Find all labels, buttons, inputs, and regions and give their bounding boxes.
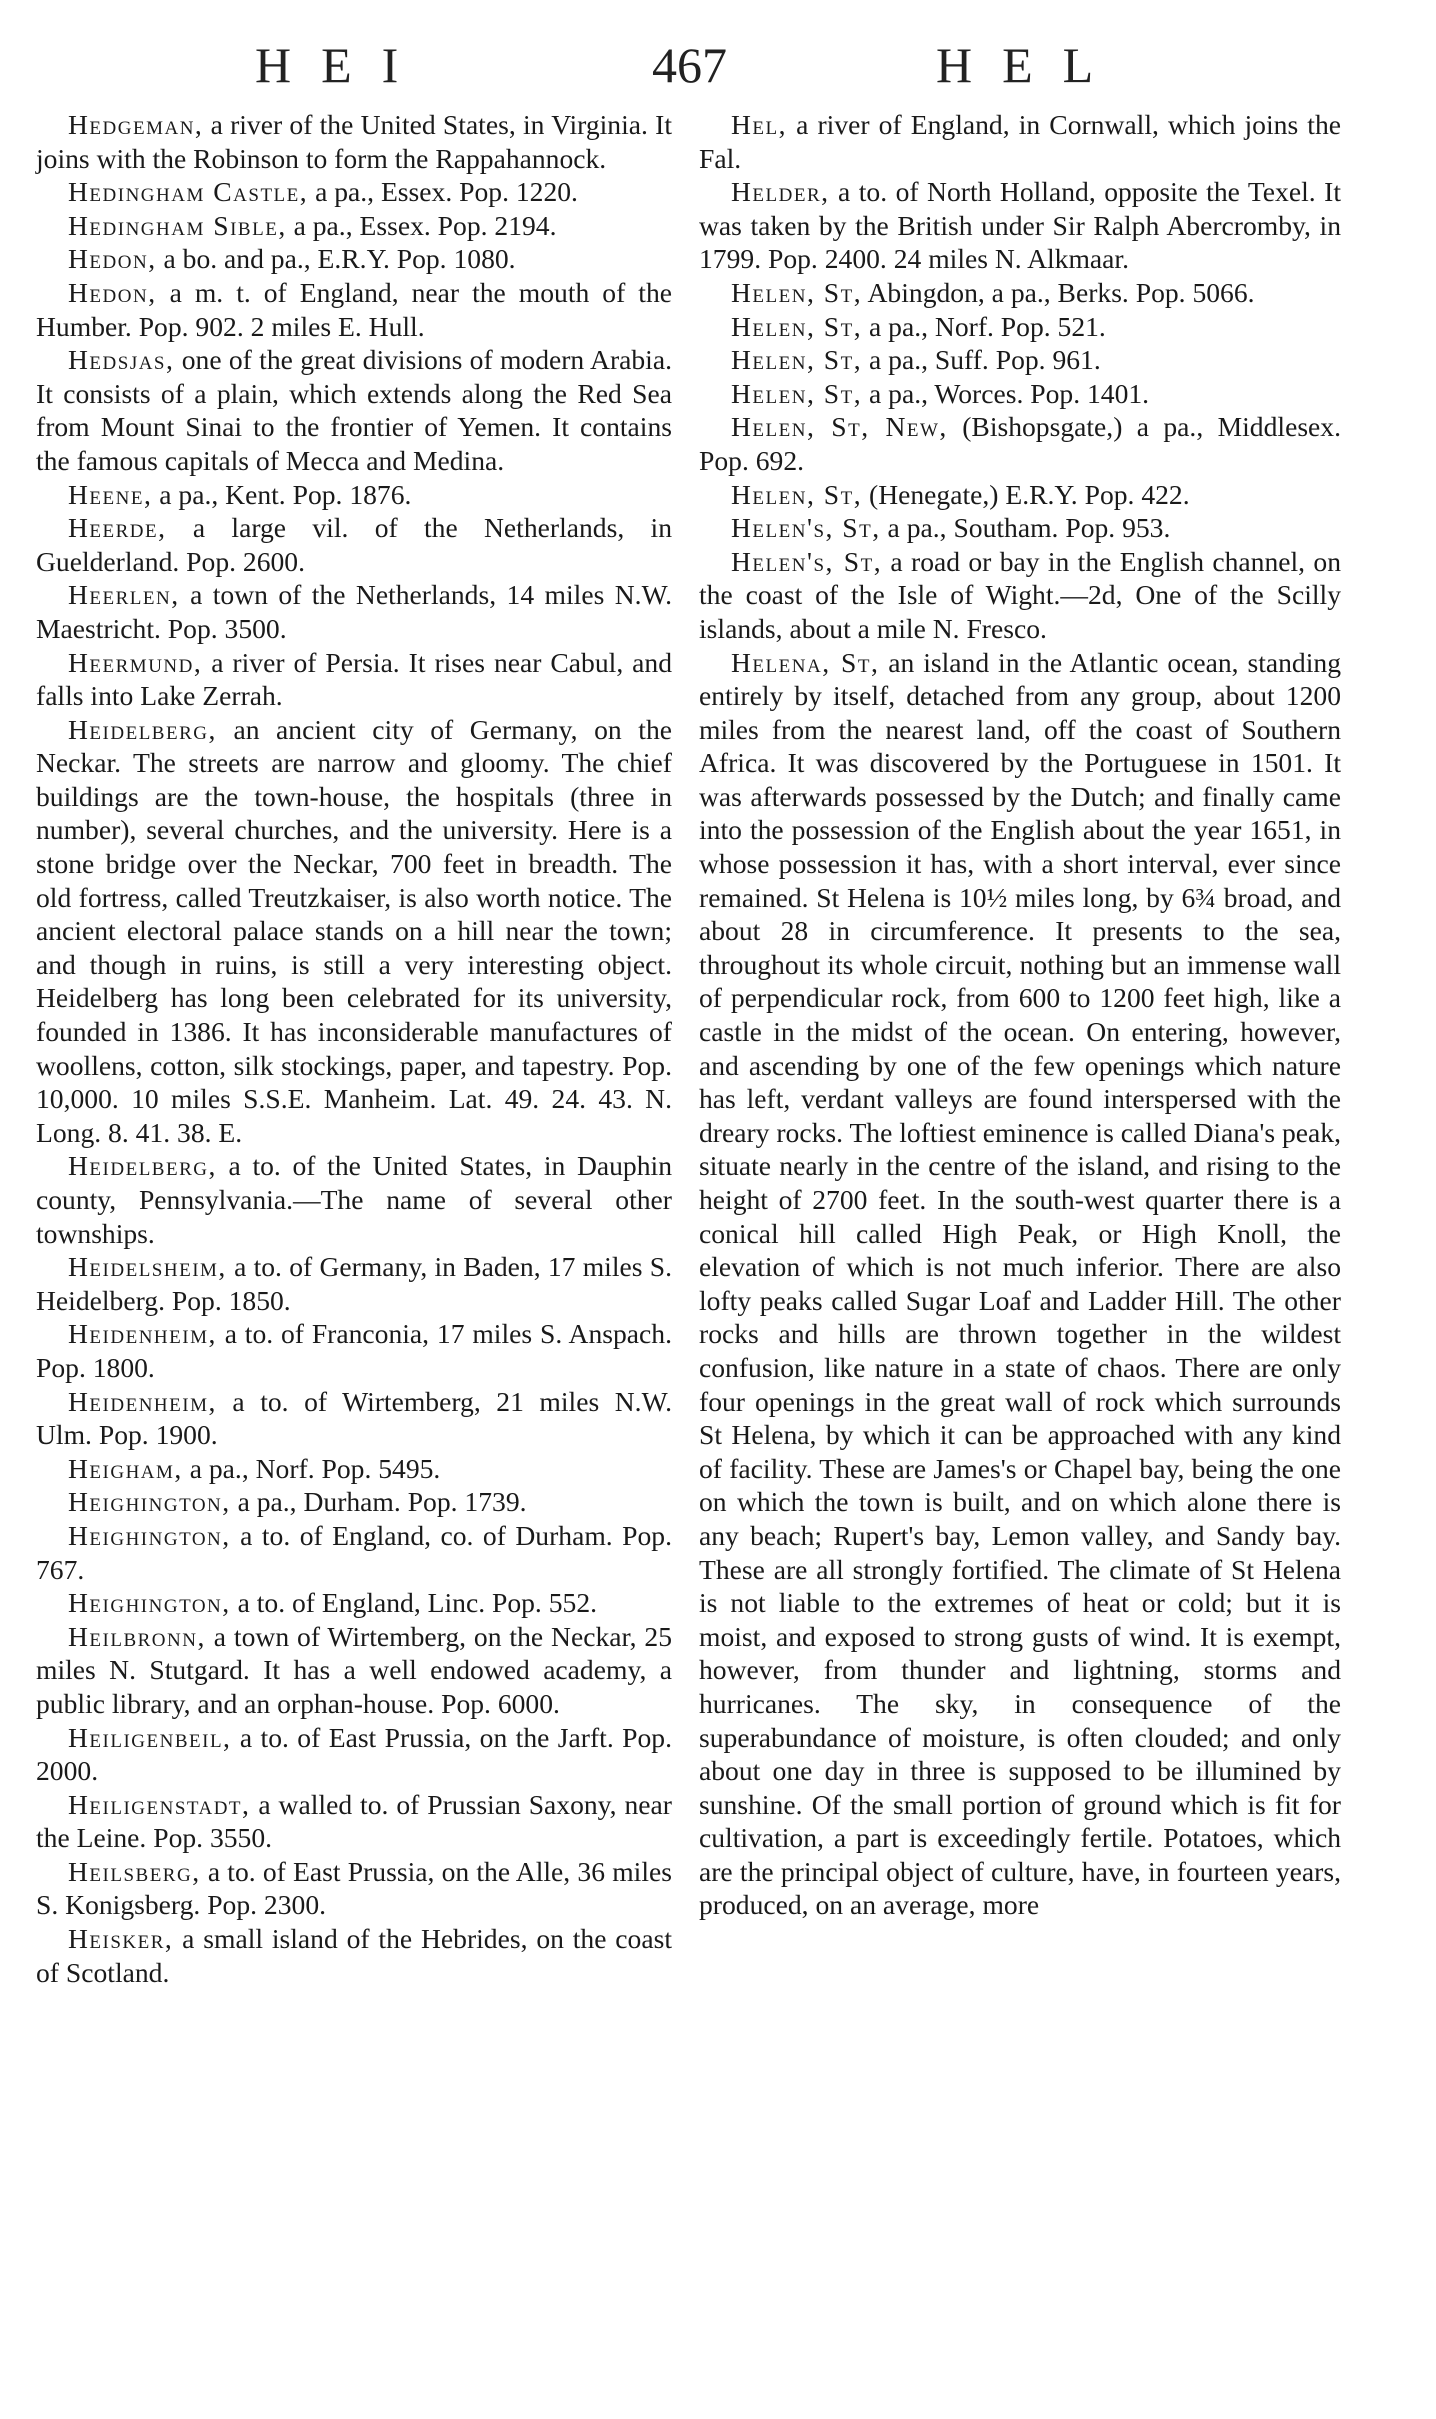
entry-headword: Heerde, <box>68 512 167 544</box>
entry-text: a town of the Netherlands, 14 miles N.W. Maestricht. Pop. 3500. <box>36 579 672 644</box>
entry-headword: Hedon, <box>68 243 157 275</box>
entry-text: a pa., Suff. Pop. 961. <box>862 344 1101 376</box>
entry-headword: Heighington, <box>68 1519 231 1551</box>
entry-text: a to. of England, co. of Durham. Pop. 767. <box>36 1519 672 1585</box>
entry-text: a pa., Kent. Pop. 1876. <box>152 478 412 510</box>
gazetteer-entry <box>699 276 1341 310</box>
entry-headword: Hedon, <box>68 276 157 308</box>
header-left-guide-word: HEI <box>255 37 429 93</box>
entry-headword: Hedsjas, <box>68 344 175 376</box>
entry-text: a pa., Essex. Pop. 2194. <box>286 209 557 241</box>
entry-headword: Heiligenstadt, <box>68 1788 251 1820</box>
gazetteer-entry <box>36 343 672 477</box>
gazetteer-entry <box>36 1620 672 1721</box>
gazetteer-entry <box>36 1788 672 1855</box>
right-column <box>699 108 1341 1922</box>
entry-headword: Heighington, <box>68 1587 231 1619</box>
entry-headword: Heidelberg, <box>68 1150 217 1182</box>
gazetteer-entry <box>699 343 1341 377</box>
entry-text: a river of Persia. It rises near Cabul, and falls into Lake Zerrah. <box>36 646 672 712</box>
gazetteer-entry <box>36 209 672 243</box>
entry-text: a small island of the Hebrides, on the coast of Scotland. <box>36 1923 672 1988</box>
entry-headword: Heidelberg, <box>68 713 217 745</box>
entry-text: a m. t. of England, near the mouth of the Humber. Pop. 902. 2 miles E. Hull. <box>36 276 672 342</box>
gazetteer-entry <box>36 1855 672 1922</box>
entry-headword: Heiligenbeil, <box>68 1721 232 1753</box>
entry-text: a pa., Durham. Pop. 1739. <box>230 1486 527 1518</box>
entry-headword: Heilsberg, <box>68 1855 201 1887</box>
entry-headword: Hel, <box>731 109 788 140</box>
entry-headword: Heerlen, <box>68 579 180 611</box>
entry-headword: Helder, <box>731 176 830 208</box>
entry-headword: Heidenheim, <box>68 1385 217 1417</box>
entry-text: an ancient city of Germany, on the Neckar. The streets are narrow and gloomy. The chief buildings are the town-house, the hospitals (three in number), several churches, and the university. Here is a stone bridge over the Neckar, 700 feet in breadth. The old fortress, called Treutzkaiser, is also worth notice. The ancient electoral palace stands on a hill near the town; and though in ruins, is still a very interesting object. Heidelberg has long been celebrated for its university, founded in 1386. It has inconsiderable manufactures of woollens, cotton, silk stockings, paper, and tapestry. Pop. 10,000. 10 miles S.S.E. Manheim. Lat. 49. 24. 43. N. Long. 8. 41. 38. E. <box>36 713 672 1148</box>
gazetteer-entry <box>36 1721 672 1788</box>
entry-headword: Hedingham Castle, <box>68 176 309 208</box>
entry-text: (Henegate,) E.R.Y. Pop. 422. <box>862 478 1190 510</box>
entry-headword: Helen, St, <box>731 478 863 510</box>
entry-headword: Helen, St, <box>731 344 863 376</box>
entry-text: Abingdon, a pa., Berks. Pop. 5066. <box>862 276 1255 308</box>
entry-text: a river of the United States, in Virginia. It joins with the Robinson to form the Rappahannock. <box>36 109 672 174</box>
entry-headword: Helen, St, <box>731 377 863 409</box>
entry-text: a pa., Norf. Pop. 5495. <box>182 1452 441 1484</box>
page-number: 467 <box>652 37 727 93</box>
entry-headword: Helen, St, <box>731 310 863 342</box>
gazetteer-entry <box>36 1250 672 1317</box>
entry-text: a to. of the United States, in Dauphin county, Pennsylvania.—The name of several other townships. <box>36 1150 672 1249</box>
gazetteer-entry <box>36 511 672 578</box>
entry-headword: Helen, St, <box>731 276 863 308</box>
running-header <box>0 36 1436 96</box>
entry-headword: Heene, <box>68 478 153 510</box>
left-column <box>36 108 672 1989</box>
entry-text: a bo. and pa., E.R.Y. Pop. 1080. <box>156 243 516 275</box>
entry-text: a to. of East Prussia, on the Alle, 36 miles S. Konigsberg. Pop. 2300. <box>36 1855 672 1921</box>
entry-text: one of the great divisions of modern Arabia. It consists of a plain, which extends along the Red Sea from Mount Sinai to the frontier of Yemen. It contains the famous capitals of Mecca and Medina. <box>36 344 672 476</box>
entry-headword: Heilbronn, <box>68 1620 206 1652</box>
gazetteer-entry <box>699 175 1341 276</box>
entry-headword: Heermund, <box>68 646 203 678</box>
entry-text: a pa., Worces. Pop. 1401. <box>862 377 1150 409</box>
gazetteer-entry <box>699 377 1341 411</box>
entry-headword: Helen's, St, <box>731 512 881 544</box>
gazetteer-entry <box>699 108 1341 175</box>
gazetteer-entry <box>699 410 1341 477</box>
gazetteer-entry <box>36 646 672 713</box>
gazetteer-entry <box>699 478 1341 512</box>
entry-headword: Heidenheim, <box>68 1318 217 1350</box>
header-right-guide-word: HEL <box>936 37 1124 93</box>
entry-text: a walled to. of Prussian Saxony, near the Leine. Pop. 3550. <box>36 1788 672 1854</box>
gazetteer-entry <box>699 646 1341 1923</box>
gazetteer-entry <box>36 1452 672 1486</box>
gazetteer-entry <box>36 175 672 209</box>
gazetteer-entry <box>36 1385 672 1452</box>
entry-headword: Hedingham Sible, <box>68 209 287 241</box>
entry-headword: Heigham, <box>68 1452 183 1484</box>
entry-text: a to. of England, Linc. Pop. 552. <box>230 1587 598 1619</box>
entry-text: a pa., Essex. Pop. 1220. <box>308 176 578 208</box>
gazetteer-entry <box>36 276 672 343</box>
entry-headword: Hedgeman, <box>68 109 204 140</box>
entry-text: a to. of Wirtemberg, 21 miles N.W. Ulm. Pop. 1900. <box>36 1385 672 1451</box>
entry-text: a town of Wirtemberg, on the Neckar, 25 miles N. Stutgard. It has a well endowed academy, a public library, and an orphan-house. Pop. 6000. <box>36 1620 672 1719</box>
entry-headword: Heidelsheim, <box>68 1251 227 1283</box>
entry-text: (Bishopsgate,) a pa., Middlesex. Pop. 692. <box>699 411 1341 476</box>
entry-headword: Helena, St, <box>731 646 880 678</box>
gazetteer-entry <box>36 713 672 1150</box>
entry-headword: Heighington, <box>68 1486 231 1518</box>
entry-headword: Helen's, St, <box>731 545 883 577</box>
gazetteer-entry <box>36 1922 672 1989</box>
entry-text: a river of England, in Cornwall, which joins the Fal. <box>699 109 1341 174</box>
entry-headword: Heisker, <box>68 1923 174 1955</box>
entry-text: a to. of Germany, in Baden, 17 miles S. Heidelberg. Pop. 1850. <box>36 1251 672 1316</box>
gazetteer-entry <box>699 511 1341 545</box>
gazetteer-entry <box>36 478 672 512</box>
entry-text: a to. of North Holland, opposite the Texel. It was taken by the British under Sir Ralph Abercromby, in 1799. Pop. 2400. 24 miles N. Alkmaar. <box>699 176 1341 275</box>
gazetteer-entry <box>36 108 672 175</box>
gazetteer-entry <box>699 310 1341 344</box>
gazetteer-entry <box>36 1317 672 1384</box>
entry-text: an island in the Atlantic ocean, standing entirely by itself, detached from any group, about 1200 miles from the nearest land, off the coast of Southern Africa. It was discovered by the Portuguese in 1501. It was afterwards possessed by the Dutch; and finally came into the possession of the English about the year 1651, in whose possession it has, with a short interval, ever since remained. St Helena is 10½ miles long, by 6¾ broad, and about 28 in circumference. It presents to the sea, throughout its whole circuit, nothing but an immense wall of perpendicular rock, from 600 to 1200 feet high, like a castle in the midst of the ocean. On entering, however, and ascending by one of the few openings which nature has left, verdant valleys are found interspersed with the dreary rocks. The loftiest eminence is called Diana's peak, situate nearly in the centre of the island, and rising to the height of 2700 feet. In the south-west quarter there is a conical hill called High Peak, or High Knoll, the elevation of which is not much inferior. There are also lofty peaks called Sugar Loaf and Ladder Hill. The other rocks and hills are thrown together in the wildest confusion, like nature in a state of chaos. There are only four openings in the great wall of rock which surrounds St Helena, by which it can be approached with any kind of facility. These are James's or Chapel bay, being the one on which the town is built, and on which alone there is any beach; Rupert's bay, Lemon valley, and Sandy bay. These are all strongly fortified. The climate of St Helena is not liable to the extremes of heat or cold; but it is moist, and exposed to strong gusts of wind. It is exempt, however, from thunder and lightning, storms and hurricanes. The sky, in consequence of the superabundance of moisture, is often clouded; and only about one day in three is supposed to be illumined by sunshine. Of the small portion of ground which is fit for cultivation, a part is exceedingly fertile. Potatoes, which are the principal object of culture, have, in fourteen years, produced, on an average, more <box>699 646 1341 1921</box>
gazetteer-entry <box>36 1149 672 1250</box>
entry-text: a pa., Norf. Pop. 521. <box>862 310 1106 342</box>
gazetteer-entry <box>36 242 672 276</box>
gazetteer-entry <box>36 578 672 645</box>
gazetteer-entry <box>699 545 1341 646</box>
gazetteer-entry <box>36 1519 672 1586</box>
entry-text: a road or bay in the English channel, on the coast of the Isle of Wight.—2d, One of the Scilly islands, about a mile N. Fresco. <box>699 545 1341 644</box>
entry-text: a large vil. of the Netherlands, in Guelderland. Pop. 2600. <box>36 512 672 577</box>
entry-text: a pa., Southam. Pop. 953. <box>880 512 1171 544</box>
entry-text: a to. of East Prussia, on the Jarft. Pop. 2000. <box>36 1721 672 1787</box>
entry-headword: Helen, St, New, <box>731 411 948 443</box>
entry-text: a to. of Franconia, 17 miles S. Anspach. Pop. 1800. <box>36 1318 672 1383</box>
gazetteer-entry <box>36 1485 672 1519</box>
gazetteer-entry <box>36 1586 672 1620</box>
